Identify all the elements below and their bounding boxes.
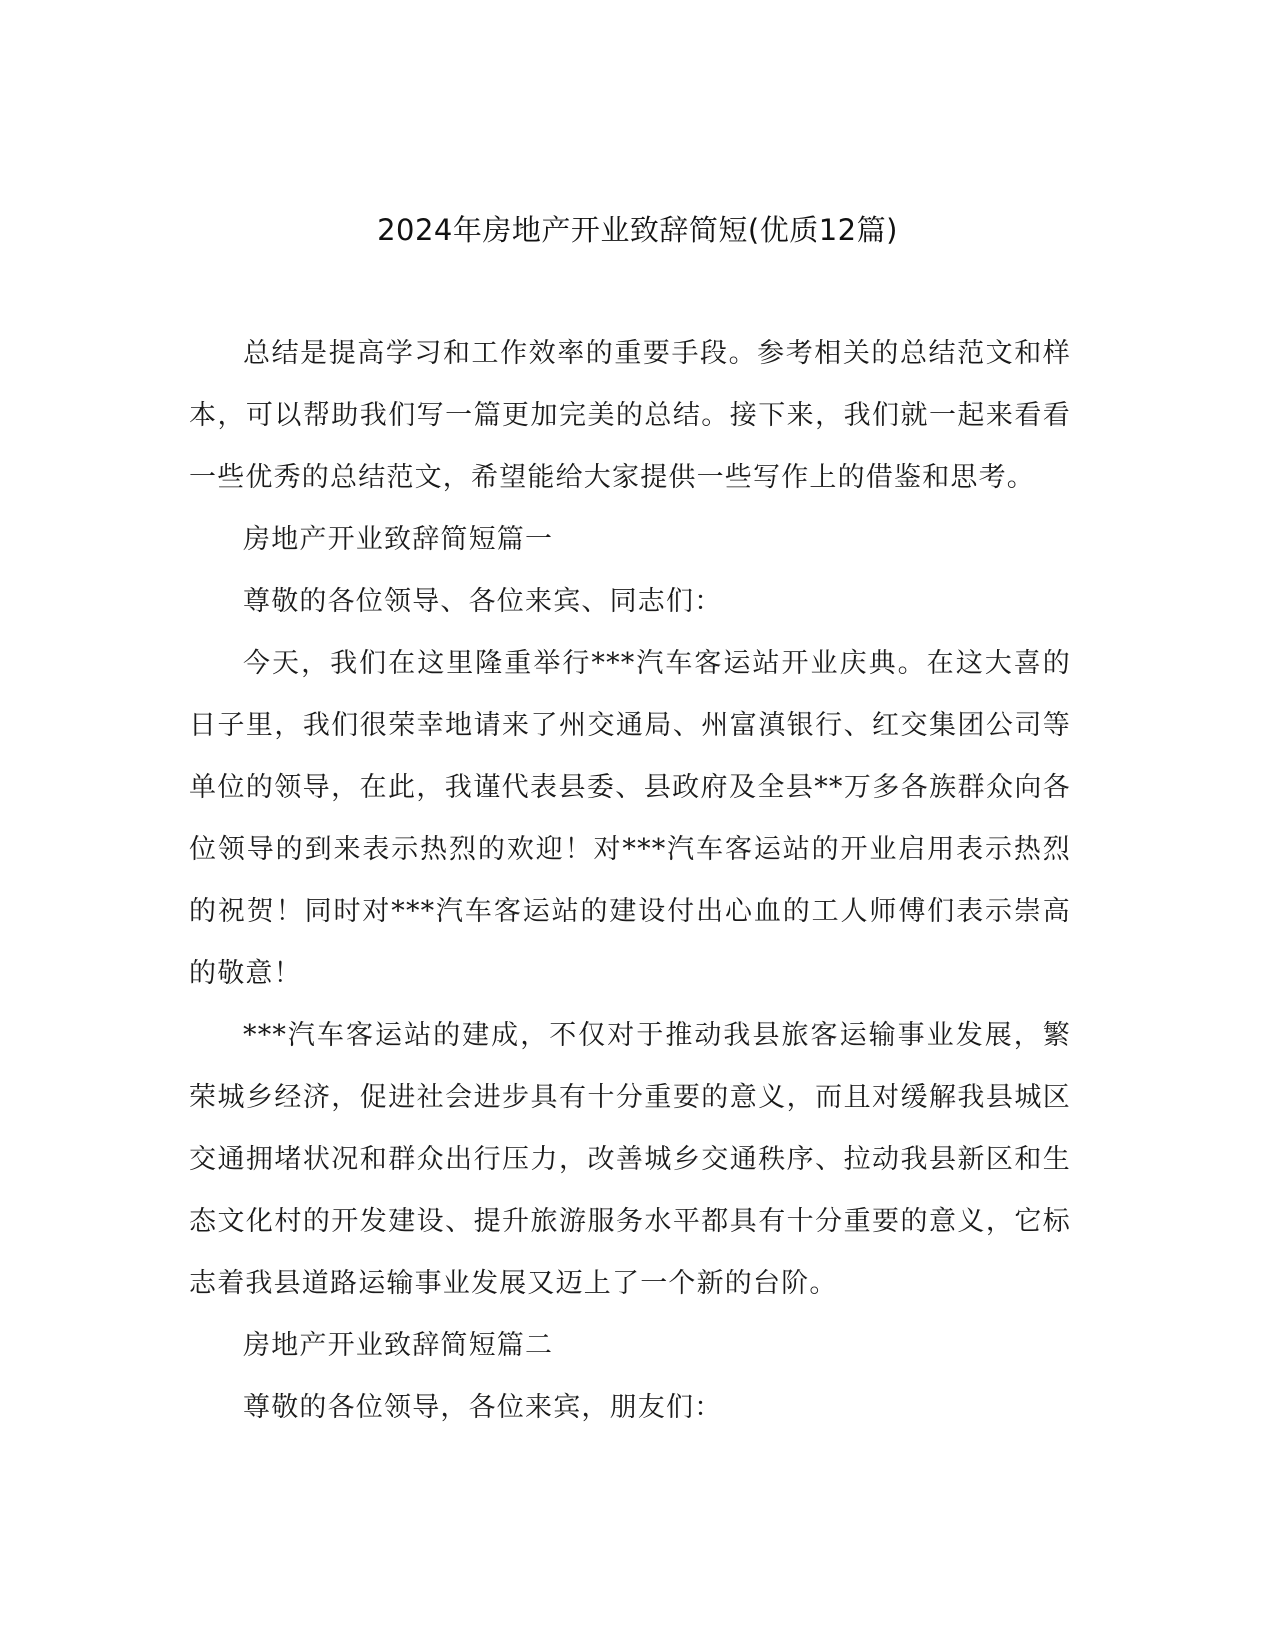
document-title: 2024年房地产开业致辞简短(优质12篇) [377,213,898,247]
salutation-1: 尊敬的各位领导、各位来宾、同志们： [243,586,723,617]
body-paragraph: ***汽车客运站的建成，不仅对于推动我县旅客运输事业发展，繁荣城乡经济，促进社会进步具有十分重要的意义，而且对缓解我县城区交通拥堵状况和群众出行压力，改善城乡交通秩序、拉动我县新区和生态文化村的开发建设、提升旅游服务水平都具有十分重要的意义，它标志着我县道路运输事业发展又迈上了一个新的台阶。 [189,1020,1071,1299]
salutation-2: 尊敬的各位领导，各位来宾，朋友们： [243,1392,723,1423]
section-heading-2: 房地产开业致辞简短篇二 [243,1330,554,1361]
intro-paragraph: 总结是提高学习和工作效率的重要手段。参考相关的总结范文和样本，可以帮助我们写一篇更加完美的总结。接下来，我们就一起来看看一些优秀的总结范文，希望能给大家提供一些写作上的借鉴和思考。 [189,338,1071,493]
section-heading-1: 房地产开业致辞简短篇一 [243,524,554,555]
document-body [189,323,1071,1439]
body-paragraph: 今天，我们在这里隆重举行***汽车客运站开业庆典。在这大喜的日子里，我们很荣幸地请来了州交通局、州富滇银行、红交集团公司等单位的领导，在此，我谨代表县委、县政府及全县**万多各族群众向各位领导的到来表示热烈的欢迎！对***汽车客运站的开业启用表示热烈的祝贺！同时对***汽车客运站的建设付出心血的工人师傅们表示崇高的敬意！ [189,648,1071,989]
